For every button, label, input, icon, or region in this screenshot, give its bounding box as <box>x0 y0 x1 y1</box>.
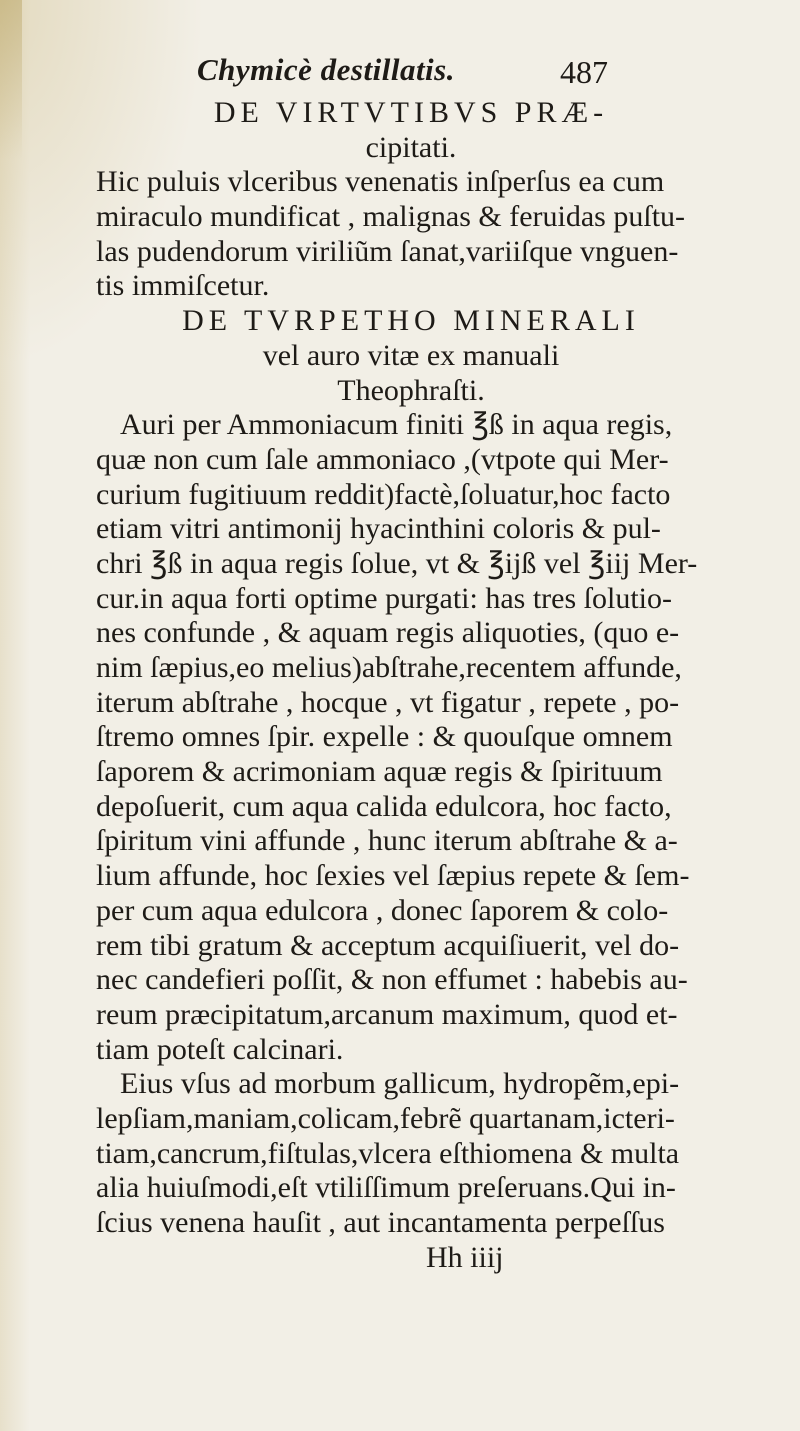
text-line: depoſuerit, cum aqua calida edulcora, hoc facto, <box>96 789 672 823</box>
running-head <box>0 52 800 96</box>
text-line: vel auro vitæ ex manuali <box>262 338 560 372</box>
text-line: nec candefieri poſſit, & non effumet : habebis au- <box>96 963 688 997</box>
text-line: tiam,cancrum,fiſtulas,vlcera eſthiomena & multa <box>96 1136 680 1170</box>
text-line: ſaporem & acrimoniam aquæ regis & ſpirituum <box>96 755 663 789</box>
text-line: las pudendorum viriliũm ſanat,variiſque vnguen- <box>96 234 679 268</box>
text-line: lepſiam,maniam,colicam,febrẽ quartanam,icteri- <box>96 1101 675 1135</box>
text-line: tiam poteſt calcinari. <box>96 1032 344 1066</box>
text-line: Eius vſus ad morbum gallicum, hydropẽm,epi- <box>120 1067 680 1101</box>
text-line: quæ non cum ſale ammoniaco ,(vtpote qui Mer- <box>96 442 669 476</box>
running-title: Chymicè destillatis. <box>197 52 455 87</box>
text-line: per cum aqua edulcora , donec ſaporem & colo- <box>96 893 669 927</box>
text-line: Auri per Ammoniacum finiti ℥ß in aqua regis, <box>120 408 673 442</box>
text-line: ſpiritum vini affunde , hunc iterum abſtrahe & a- <box>96 824 678 858</box>
text-line: rem tibi gratum & acceptum acquiſiuerit, vel do- <box>96 928 680 962</box>
text-line: ſtremo omnes ſpir. expelle : & quouſque omnem <box>96 720 673 754</box>
section-heading-line: DE VIRTVTIBVS PRÆ- <box>213 96 609 129</box>
text-line: curium fugitiuum reddit)factè,ſoluatur,hoc facto <box>96 477 671 511</box>
page-number: 487 <box>560 54 608 90</box>
text-line: tis immiſcetur. <box>96 269 270 303</box>
text-line: iterum abſtrahe , hocque , vt figatur , repete , po- <box>96 685 680 719</box>
text-line: Theophraſti. <box>337 373 485 407</box>
text-line: reum præcipitatum,arcanum maximum, quod et- <box>96 997 678 1031</box>
body-text <box>96 96 726 1275</box>
text-line: cipitati. <box>365 130 457 164</box>
text-line: cur.in aqua forti optime purgati: has tres ſolutio- <box>96 581 672 615</box>
signature-mark: Hh iiij <box>426 1240 504 1274</box>
text-line: chri ℥ß in aqua regis ſolue, vt & ℥ijß vel ℥iij Mer- <box>96 546 698 580</box>
text-line: alia huiuſmodi,eſt vtiliſſimum preſeruans.Qui in- <box>96 1171 676 1205</box>
text-line: etiam vitri antimonij hyacinthini coloris & pul- <box>96 512 661 546</box>
section-heading-line: DE TVRPETHO MINERALI <box>182 304 640 338</box>
text-line: miraculo mundificat , malignas & feruidas puſtu- <box>96 200 686 234</box>
text-line: nim ſæpius,eo melius)abſtrahe,recentem affunde, <box>96 651 682 684</box>
text-line: nes confunde , & aquam regis aliquoties, (quo e- <box>96 616 680 650</box>
text-line: ſcius venena hauſit , aut incantamenta perpeſſus <box>96 1206 665 1239</box>
text-line: lium affunde, hoc ſexies vel ſæpius repete & ſem- <box>96 859 690 893</box>
text-line: Hic puluis vlceribus venenatis inſperſus ea cum <box>96 165 665 199</box>
